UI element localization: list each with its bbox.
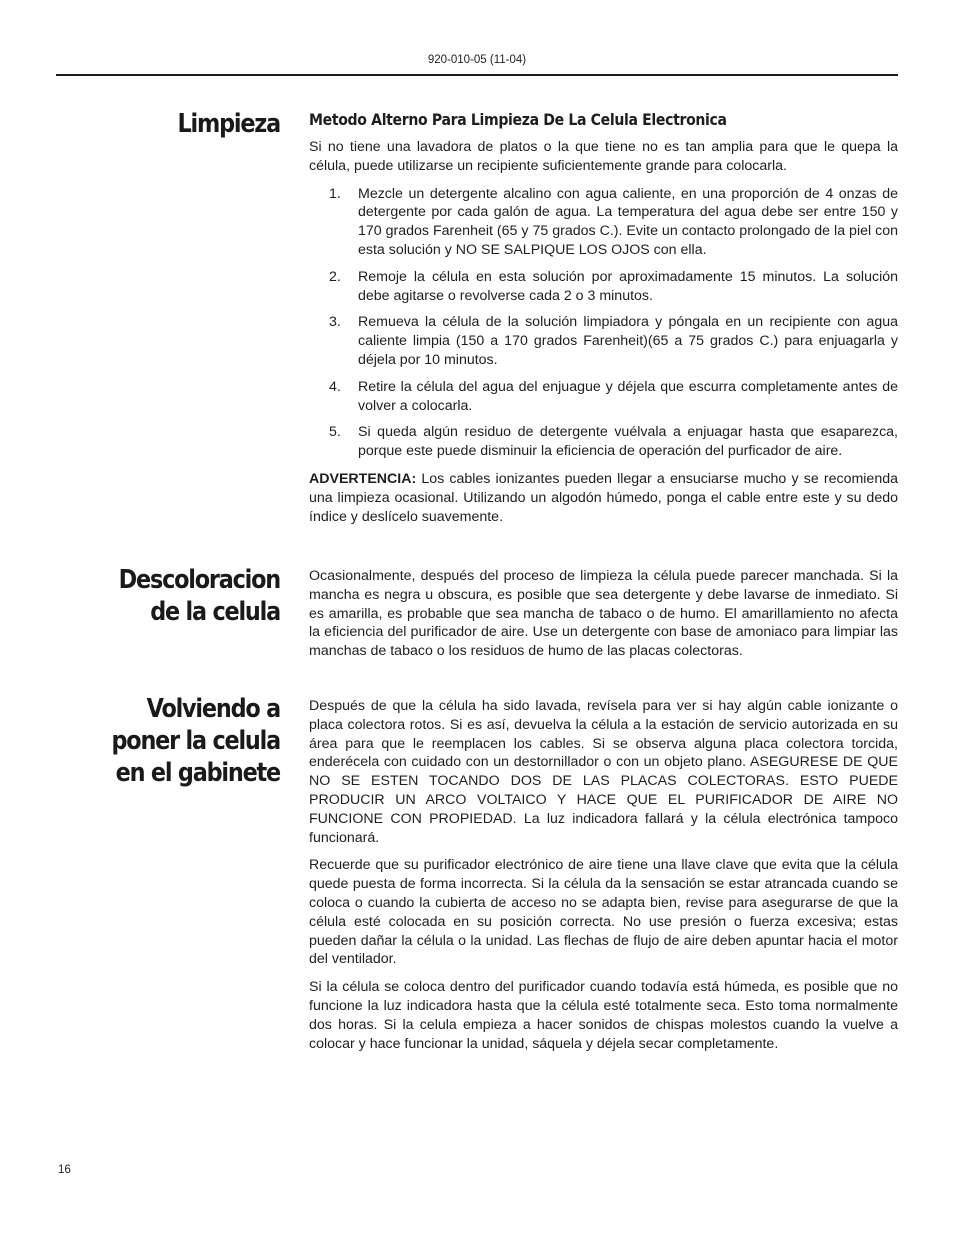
section-heading-descoloracion [87,564,280,628]
step-text: Retire la célula del agua del enjuague y déjela que escurra completamente antes de volver a colocarla. [358,378,898,414]
section-heading-limpieza [87,108,280,140]
step-number: 5. [329,424,341,441]
section-body-limpieza [309,110,898,535]
step-number: 4. [329,378,341,395]
list-item [309,378,898,416]
limpieza-intro: Si no tiene una lavadora de platos o la que tiene no es tan amplia para que le quepa la célula, puede utilizarse un recipiente suficientemente grande para colocarla. [309,139,898,174]
section-body-descoloracion [309,567,898,670]
heading-line: de la celula [150,597,280,627]
step-text: Mezcle un detergente alcalino con agua caliente, en una proporción de 4 onzas de detergente por cada galón de agua. La temperatura del agua debe ser entre 150 y 170 grados Farenheit (65 y 75 grados C.). Evite un contacto prolongado de la piel con esta solución y NO SE SALPIQUE LOS OJOS con ella. [358,185,898,258]
header-rule [56,74,898,76]
step-number: 1. [329,185,341,202]
section-heading-volviendo [87,693,280,789]
volviendo-paragraph: Recuerde que su purificador electrónico de aire tiene una llave clave que evita que la célula quede puesta de forma incorrecta. Si la célula da la sensación se estar atrancada cuando se coloca o cuando la cubierta de acceso no se adapta bien, revise para asegurarse de que la célula esté colocada en su posición correcta. No use presión o fuerza excesiva; estas pueden dañar la célula o la unidad. Las flechas de flujo de aire deben apuntar hacia el motor del ventilador. [309,857,898,968]
warning-paragraph [309,470,898,526]
warning-label: ADVERTENCIA: [309,470,417,487]
list-item [309,423,898,461]
step-number: 2. [329,268,341,285]
heading-line: Descoloracion [118,565,280,595]
heading-line: Limpieza [177,109,280,139]
section-body-volviendo [309,697,898,1062]
step-text: Remoje la célula en esta solución por aproximadamente 15 minutos. La solución debe agitarse o revolverse cada 2 o 3 minutos. [358,268,898,304]
heading-line: Volviendo a [146,694,280,724]
volviendo-paragraph: Después de que la célula ha sido lavada, revísela para ver si hay algún cable ionizante o placa colectora rotos. Si es así, devuelva la célula a la estación de servicio autorizada en su área para que le reemplacen los cables. Si se observa alguna placa colectora torcida, enderécela con cuidado con un destornillador o con un objeto plano. ASEGURESE DE QUE NO SE ESTEN TOCANDO DOS DE LAS PLACAS COLECTORAS. ESTO PUEDE PRODUCIR UN ARCO VOLTAICO Y HACE QUE EL PURIFICADOR DE AIRE NO FUNCIONE CON PROPIEDAD. La luz indicadora fallará y la célula electrónica tampoco funcionará. [309,698,898,846]
cleaning-steps-list [309,185,898,461]
step-text: Remueva la célula de la solución limpiadora y póngala en un recipiente con agua caliente limpia (150 a 170 grados Farenheit)(65 a 75 grados C.) para enjuagarla y déjela por 10 minutos. [358,314,898,368]
page-number: 16 [58,1164,71,1176]
document-code: 920-010-05 (11-04) [427,54,527,66]
step-text: Si queda algún residuo de detergente vuélvala a enjuagar hasta que esaparezca, porque este puede disminuir la eficiencia de operación del purficador de aire. [358,424,898,460]
heading-line: poner la celula [111,726,281,756]
subheading-metodo-alterno: Metodo Alterno Para Limpieza De La Celula Electronica [309,110,727,129]
step-number: 3. [329,314,341,331]
list-item [309,185,898,260]
warning-text: Los cables ionizantes pueden llegar a ensuciarse mucho y se recomienda una limpieza ocasional. Utilizando un algodón húmedo, ponga el cable entre este y su dedo índice y deslícelo suavemente. [309,470,898,525]
heading-line: en el gabinete [115,758,280,788]
list-item [309,268,898,306]
descoloracion-paragraph: Ocasionalmente, después del proceso de limpieza la célula puede parecer manchada. Si la mancha es negra u obscura, es posible que sea detergente y debe lavarse de inmediato. Si es amarilla, es probable que sea mancha de tabaco o de humo. El amarillamiento no afecta la eficiencia del purificador de aire. Use un detergente con base de amoniaco para limpiar las manchas de tabaco o los residuos de humo de las placas colectoras. [309,568,898,660]
list-item [309,313,898,369]
volviendo-paragraph: Si la célula se coloca dentro del purificador cuando todavía está húmeda, es posible que no funcione la luz indicadora hasta que la célula esté totalmente seca. Esto toma normalmente dos horas. Si la celula empieza a hacer sonidos de chispas molestos cuando la vuelve a colocar y hace funcionar la unidad, sáquela y déjela secar completamente. [309,979,898,1052]
